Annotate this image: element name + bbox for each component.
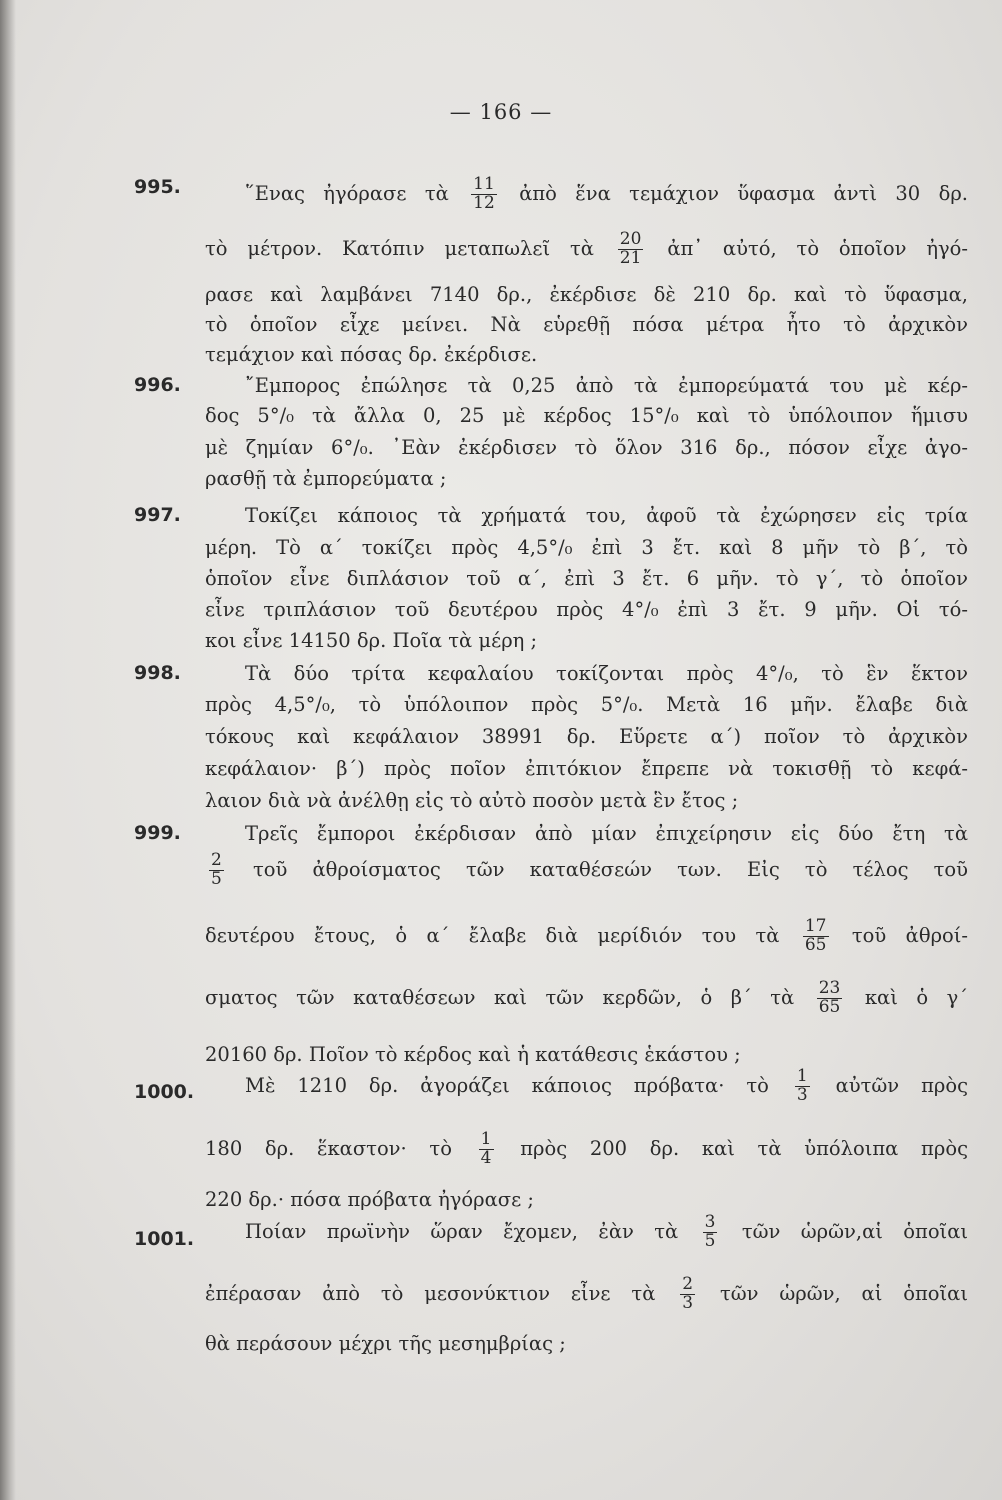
problem-line <box>205 980 968 1017</box>
text-segment: καὶ ὁ γ΄ <box>864 985 969 1009</box>
text-segment: Τοκίζει κάποιος τὰ χρήματά του, ἀφοῦ τὰ ἐχώρησεν εἰς τρία <box>245 504 968 527</box>
fraction-denominator: 4 <box>480 1147 492 1168</box>
problem-line <box>205 1276 968 1313</box>
problem-number: 995. <box>134 176 181 198</box>
problem-number: 998. <box>134 662 181 684</box>
text-segment: μέρη. Τὸ α΄ τοκίζει πρὸς 4,5°/₀ ἐπὶ 3 ἔτ. καὶ 8 μῆν τὸ β΄, τὸ <box>205 536 968 559</box>
text-segment: τοῦ ἀθροί- <box>851 923 969 947</box>
fraction-numerator: 1 <box>480 1129 492 1149</box>
text-segment: Μὲ 1210 δρ. ἀγοράζει κάποιος πρόβατα· τὸ <box>245 1073 769 1097</box>
problem-line <box>205 313 968 336</box>
text-segment: τεμάχιον καὶ πόσας δρ. ἐκέρδισε. <box>205 343 538 366</box>
fraction <box>795 1068 810 1105</box>
problem-line <box>245 1068 968 1105</box>
text-segment: κοι εἶνε 14150 δρ. Ποῖα τὰ μέρη ; <box>205 629 538 652</box>
problem-line <box>205 1332 968 1355</box>
fraction <box>817 980 843 1017</box>
text-segment: Ποίαν πρωϊνὴν ὥραν ἔχομεν, ἐὰν τὰ <box>245 1219 679 1243</box>
fraction-numerator: 2 <box>211 850 222 870</box>
fraction-numerator: 11 <box>473 174 495 194</box>
problem-line <box>205 1043 968 1066</box>
text-segment: τοῦ ἀθροίσματος τῶν καταθέσεών των. Εἰς τὸ τέλος τοῦ <box>252 857 968 881</box>
page-number: — 166 — <box>449 100 553 124</box>
fraction <box>680 1276 695 1313</box>
problem-number: 997. <box>134 504 181 526</box>
fraction <box>209 852 224 889</box>
text-segment: μὲ ζημίαν 6°/₀. ᾽Εὰν ἐκέρδισεν τὸ ὅλον 316 δρ., πόσον εἶχε ἀγο- <box>205 436 968 459</box>
problem-line <box>245 176 968 213</box>
problem-line <box>205 436 968 459</box>
fraction-denominator: 3 <box>796 1084 808 1105</box>
fraction <box>703 1214 718 1251</box>
text-segment: ῎Εμπορος ἐπώλησε τὰ 0,25 ἀπὸ τὰ ἐμπορεύματά του μὲ κέρ- <box>245 374 968 397</box>
problem-line <box>205 283 968 306</box>
problem-line <box>245 662 968 685</box>
fraction-numerator: 23 <box>818 978 841 998</box>
problem-line <box>205 725 968 748</box>
problem-line <box>205 567 968 590</box>
fraction-numerator: 3 <box>704 1212 716 1232</box>
problem-line <box>205 231 968 268</box>
text-segment: τῶν ὡρῶν, αἱ ὁποῖαι <box>719 1281 968 1305</box>
fraction-denominator: 3 <box>682 1292 694 1313</box>
text-segment: τῶν ὡρῶν,αἱ ὁποῖαι <box>741 1219 969 1243</box>
text-segment: εἶνε τριπλάσιον τοῦ δευτέρου πρὸς 4°/₀ ἐπὶ 3 ἔτ. 9 μῆν. Οἱ τό- <box>205 598 968 621</box>
text-segment: 180 δρ. ἕκαστον· τὸ <box>205 1136 452 1160</box>
fraction-numerator: 1 <box>796 1066 808 1086</box>
text-segment: τὸ ὁποῖον εἶχε μείνει. Νὰ εὑρεθῇ πόσα μέτρα ἦτο τὸ ἀρχικὸν <box>205 313 968 336</box>
problem-line <box>245 504 968 527</box>
fraction <box>479 1131 494 1168</box>
problem-line <box>205 404 968 427</box>
text-segment: αὐτῶν πρὸς <box>835 1073 969 1097</box>
fraction <box>618 231 644 268</box>
problem-line <box>205 852 968 889</box>
fraction-numerator: 2 <box>682 1274 694 1294</box>
problem-line <box>245 822 968 845</box>
problem-line <box>205 343 968 366</box>
problem-line <box>205 1188 968 1211</box>
fraction-denominator: 12 <box>473 192 495 213</box>
problem-line <box>245 1214 968 1251</box>
text-segment: Τρεῖς ἔμποροι ἐκέρδισαν ἀπὸ μίαν ἐπιχείρησιν εἰς δύο ἔτη τὰ <box>245 822 968 845</box>
text-segment: τόκους καὶ κεφάλαιον 38991 δρ. Εὕρετε α΄) ποῖον τὸ ἀρχικὸν <box>205 725 968 748</box>
text-segment: σματος τῶν καταθέσεων καὶ τῶν κερδῶν, ὁ β΄ τὰ <box>205 985 795 1009</box>
fraction-denominator: 65 <box>804 934 827 955</box>
fraction-numerator: 20 <box>619 229 642 249</box>
text-segment: ρασθῇ τὰ ἐμπορεύματα ; <box>205 467 447 490</box>
text-segment: ῞Ενας ἠγόρασε τὰ <box>245 181 449 205</box>
fraction-denominator: 21 <box>619 247 642 268</box>
problem-line <box>205 467 968 490</box>
problem-line <box>205 598 968 621</box>
problem-line <box>205 693 968 716</box>
problem-line <box>205 1131 968 1168</box>
text-segment: ὁποῖον εἶνε διπλάσιον τοῦ α΄, ἐπὶ 3 ἔτ. 6 μῆν. τὸ γ΄, τὸ ὁποῖον <box>205 567 968 590</box>
fraction <box>471 176 497 213</box>
problem-line <box>245 374 968 397</box>
fraction-numerator: 17 <box>804 916 827 936</box>
text-segment: κεφάλαιον· β΄) πρὸς ποῖον ἐπιτόκιον ἔπρεπε νὰ τοκισθῇ τὸ κεφά- <box>205 757 968 780</box>
text-segment: 220 δρ.· πόσα πρόβατα ἠγόρασε ; <box>205 1188 534 1211</box>
fraction-denominator: 65 <box>818 996 841 1017</box>
fraction <box>803 918 829 955</box>
problem-line <box>205 918 968 955</box>
text-segment: δος 5°/₀ τὰ ἄλλα 0, 25 μὲ κέρδος 15°/₀ καὶ τὸ ὑπόλοιπον ἥμισυ <box>205 404 968 427</box>
text-segment: πρὸς 200 δρ. καὶ τὰ ὑπόλοιπα πρὸς <box>520 1136 968 1160</box>
text-segment: ἐπέρασαν ἀπὸ τὸ μεσονύκτιον εἶνε τὰ <box>205 1281 656 1305</box>
text-segment: θὰ περάσουν μέχρι τῆς μεσημβρίας ; <box>205 1332 566 1355</box>
text-segment: δευτέρου ἔτους, ὁ α΄ ἔλαβε διὰ μερίδιόν του τὰ <box>205 923 780 947</box>
problem-line <box>205 536 968 559</box>
text-segment: ρασε καὶ λαμβάνει 7140 δρ., ἐκέρδισε δὲ 210 δρ. καὶ τὸ ὕφασμα, <box>205 283 968 306</box>
problem-line <box>205 789 968 812</box>
text-segment: τὸ μέτρον. Κατόπιν μεταπωλεῖ τὰ <box>205 236 594 260</box>
text-segment: λαιον διὰ νὰ ἀνέλθῃ εἰς τὸ αὐτὸ ποσὸν μετὰ ἓν ἔτος ; <box>205 789 739 812</box>
problem-line <box>205 757 968 780</box>
problem-number: 996. <box>134 374 181 396</box>
problem-number: 1001. <box>134 1228 195 1250</box>
text-segment: πρὸς 4,5°/₀, τὸ ὑπόλοιπον πρὸς 5°/₀. Μετὰ 16 μῆν. ἔλαβε διὰ <box>205 693 968 716</box>
text-segment: ἀπ᾽ αὐτό, τὸ ὁποῖον ἠγό- <box>667 236 969 260</box>
text-segment: ἀπὸ ἕνα τεμάχιον ὕφασμα ἀντὶ 30 δρ. <box>519 181 968 205</box>
problem-number: 999. <box>134 822 181 844</box>
problem-line <box>205 629 968 652</box>
text-segment: 20160 δρ. Ποῖον τὸ κέρδος καὶ ἡ κατάθεσις ἑκάστου ; <box>205 1043 741 1066</box>
page-edge-shadow <box>0 0 16 1500</box>
fraction-denominator: 5 <box>704 1230 716 1251</box>
problem-number: 1000. <box>134 1081 195 1103</box>
fraction-denominator: 5 <box>211 868 222 889</box>
text-segment: Τὰ δύο τρίτα κεφαλαίου τοκίζονται πρὸς 4°/₀, τὸ ἓν ἕκτον <box>245 662 968 685</box>
